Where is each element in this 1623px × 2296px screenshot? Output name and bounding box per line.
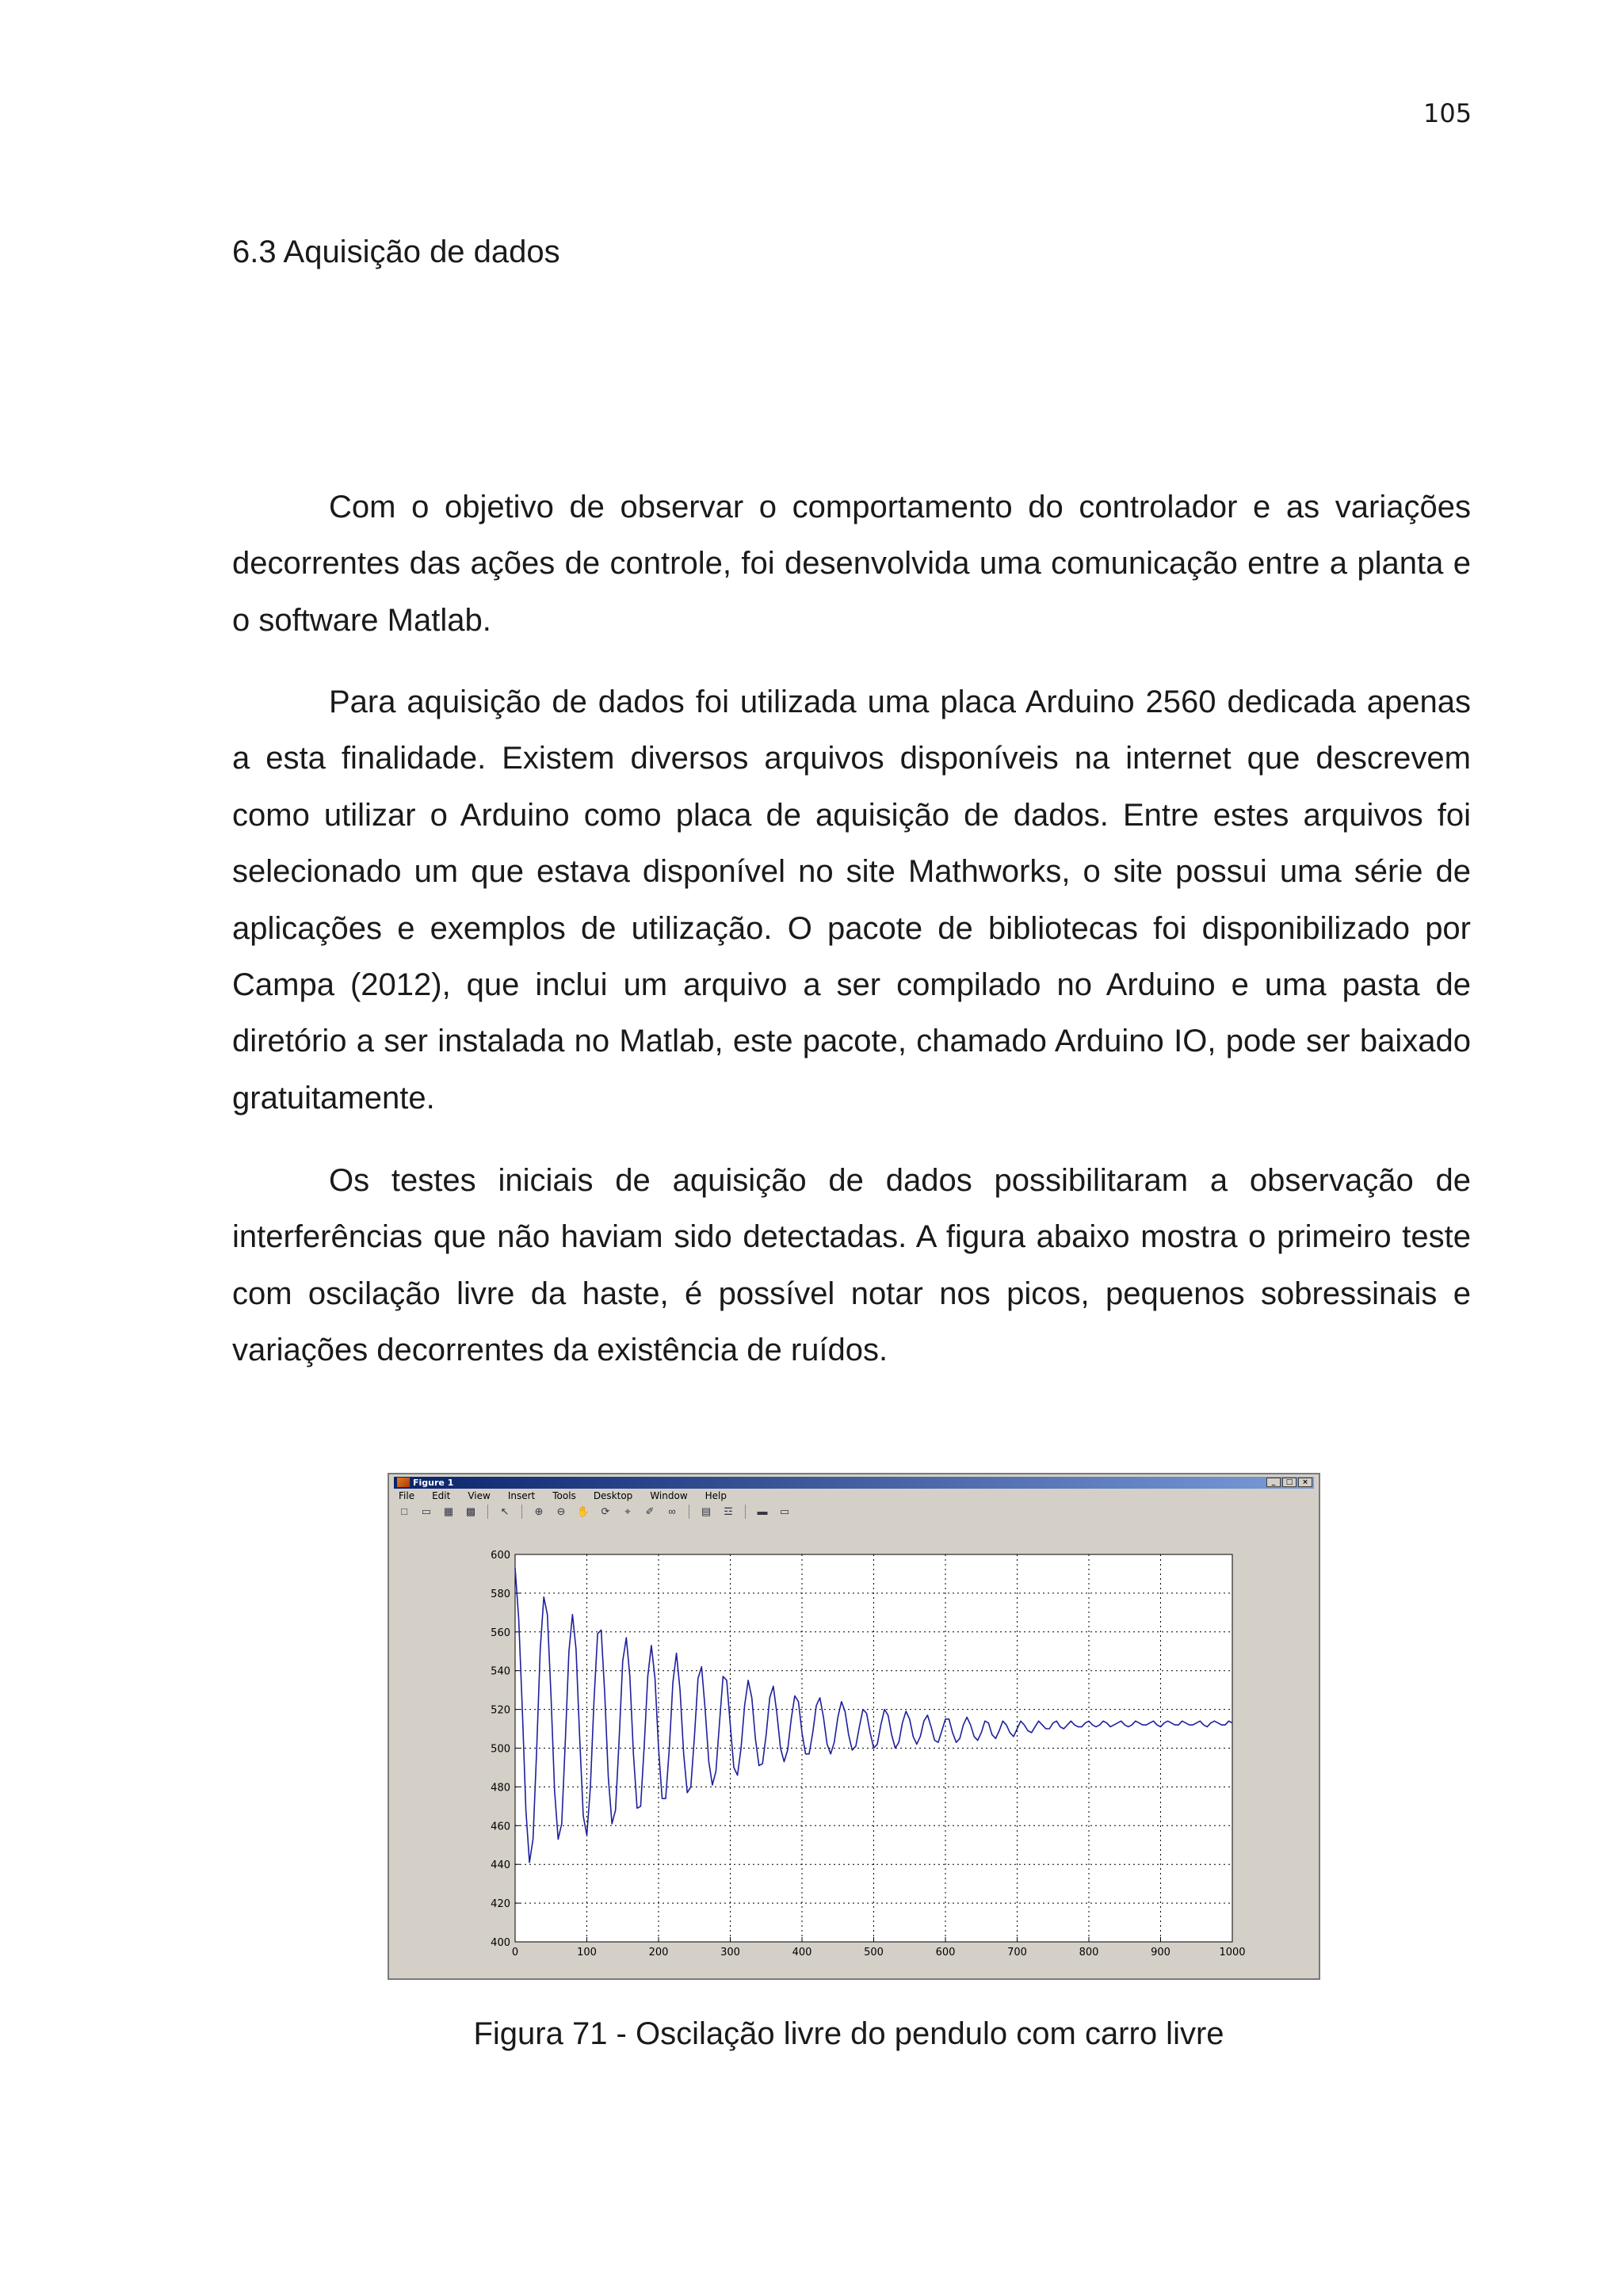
- x-tick-label: 500: [864, 1947, 884, 1958]
- new-file-icon[interactable]: □: [401, 1505, 407, 1517]
- pointer-icon[interactable]: ↖: [500, 1505, 510, 1517]
- y-tick-label: 540: [491, 1665, 510, 1678]
- x-tick-label: 400: [792, 1947, 812, 1958]
- menu-desktop[interactable]: Desktop: [593, 1490, 633, 1501]
- x-tick-label: 600: [935, 1947, 956, 1958]
- x-tick-label: 700: [1007, 1947, 1027, 1958]
- menu-window[interactable]: Window: [650, 1490, 688, 1501]
- y-tick-label: 400: [491, 1937, 510, 1949]
- x-tick-label: 0: [511, 1947, 519, 1958]
- save-icon[interactable]: ▦: [443, 1505, 454, 1517]
- menu-edit[interactable]: Edit: [432, 1490, 451, 1501]
- legend-icon[interactable]: ☲: [724, 1505, 733, 1517]
- rotate-3d-icon[interactable]: ⟳: [601, 1505, 610, 1517]
- brush-icon[interactable]: ✐: [645, 1505, 655, 1517]
- link-icon[interactable]: ∞: [668, 1505, 676, 1517]
- figure-title: Figure 1: [413, 1478, 454, 1488]
- zoom-in-icon[interactable]: ⊕: [534, 1505, 544, 1517]
- menu-tools[interactable]: Tools: [552, 1490, 576, 1501]
- paragraph-objective: Com o objetivo de observar o comportamento do controlador e as variações decorrentes das ações de controle, foi desenvolvida uma comunicação entre a planta e o software Matlab.: [232, 490, 1471, 638]
- show-plot-tools-icon[interactable]: ▭: [779, 1505, 790, 1517]
- open-folder-icon[interactable]: ▭: [421, 1505, 432, 1517]
- hide-plot-tools-icon[interactable]: ▬: [757, 1505, 768, 1517]
- paragraph-arduino: Para aquisição de dados foi utilizada uma placa Arduino 2560 dedicada apenas a esta finalidade. Existem diversos arquivos disponíveis na internet que descrevem como utilizar o Arduino como placa de aquisição de dados. Entre estes arquivos foi selecionado um que estava disponível no site Mathworks, o site possui uma série de aplicações e exemplos de utilização. O pacote de bibliotecas foi disponibilizado por Campa (2012), que inclui um arquivo a ser compilado no Arduino e uma pasta de diretório a ser instalada no Matlab, este pacote, chamado Arduino IO, pode ser baixado gratuitamente.: [232, 685, 1471, 1116]
- y-tick-label: 600: [491, 1550, 510, 1562]
- print-icon[interactable]: ▩: [465, 1505, 476, 1517]
- data-cursor-icon[interactable]: ⌖: [624, 1505, 631, 1517]
- zoom-out-icon[interactable]: ⊖: [556, 1505, 566, 1517]
- y-tick-label: 440: [491, 1859, 510, 1872]
- y-tick-label: 420: [491, 1898, 510, 1911]
- y-tick-label: 580: [491, 1588, 510, 1600]
- section-heading: 6.3 Aquisição de dados: [232, 235, 560, 269]
- x-tick-label: 300: [720, 1947, 740, 1958]
- paragraph-tests: Os testes iniciais de aquisição de dados possibilitaram a observação de interferências que não haviam sido detectadas. A figura abaixo mostra o primeiro teste com oscilação livre da haste, é possível notar nos picos, pequenos sobressinais e variações decorrentes da existência de ruídos.: [232, 1163, 1471, 1368]
- matlab-figure-window: [388, 1473, 1320, 1980]
- colorbar-icon[interactable]: ▤: [701, 1505, 712, 1517]
- page-number: 105: [1423, 98, 1472, 128]
- pan-hand-icon[interactable]: ✋: [576, 1505, 590, 1517]
- y-tick-label: 460: [491, 1821, 510, 1833]
- close-button[interactable]: ×: [1298, 1478, 1312, 1487]
- menu-view[interactable]: View: [468, 1490, 491, 1501]
- x-tick-label: 900: [1151, 1947, 1170, 1958]
- y-tick-label: 560: [491, 1627, 510, 1639]
- minimize-button[interactable]: _: [1266, 1478, 1281, 1487]
- menu-file[interactable]: File: [399, 1490, 415, 1501]
- menu-insert[interactable]: Insert: [507, 1490, 536, 1501]
- y-tick-label: 500: [491, 1743, 510, 1756]
- maximize-button[interactable]: □: [1282, 1478, 1296, 1487]
- x-tick-label: 1000: [1219, 1947, 1246, 1958]
- menu-help[interactable]: Help: [705, 1490, 727, 1501]
- x-tick-label: 200: [648, 1947, 669, 1958]
- oscillation-plot: [389, 1474, 1319, 1978]
- y-tick-label: 480: [491, 1782, 510, 1794]
- figure-caption: Figura 71 - Oscilação livre do pendulo com carro livre: [473, 2016, 1224, 2051]
- x-tick-label: 800: [1079, 1947, 1099, 1958]
- x-tick-label: 100: [577, 1947, 597, 1958]
- y-tick-label: 520: [491, 1704, 510, 1717]
